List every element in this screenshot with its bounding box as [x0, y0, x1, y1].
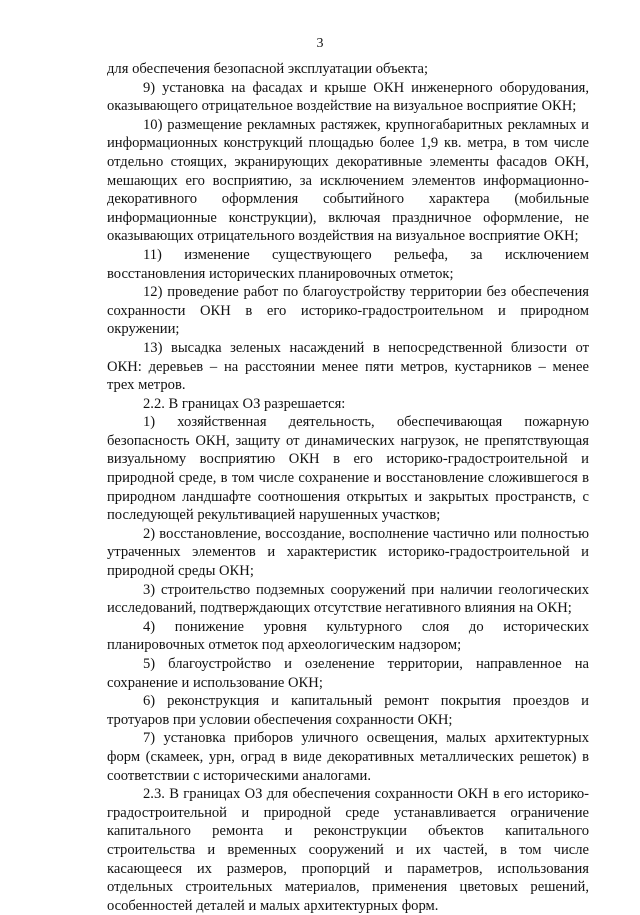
- paragraph-item-12: 12) проведение работ по благоустройству территории без обеспечения сохранности ОКН в его историко-градостроительном и природном окружении;: [107, 284, 589, 338]
- paragraph-continuation: для обеспечения безопасной эксплуатации объекта;: [107, 61, 429, 77]
- document-body: [107, 60, 589, 915]
- paragraph-allowed-4: 4) понижение уровня культурного слоя до исторических планировочных отметок под археологическим надзором;: [107, 618, 589, 654]
- paragraph-allowed-7: 7) установка приборов уличного освещения, малых архитектурных форм (скамеек, урн, оград в виде декоративных металлических решеток) в соответствии с историческими аналогами.: [107, 730, 589, 784]
- paragraph-allowed-6: 6) реконструкция и капитальный ремонт покрытия проездов и тротуаров при условии обеспечения сохранности ОКН;: [107, 693, 589, 728]
- paragraph-item-11: 11) изменение существующего рельефа, за исключением восстановления исторических планировочных отметок;: [107, 246, 589, 282]
- section-2-3: 2.3. В границах ОЗ для обеспечения сохранности ОКН в его историко-градостроительной и природной среде устанавливается ограничение капитального ремонта и реконструкции объектов капитального строительства и временных сооружений и их частей, в том числе касающееся их размеров, пропорций и параметров, использования отдельных строительных материалов, применения цветовых решений, особенностей деталей и малых архитектурных форм.: [107, 786, 589, 914]
- paragraph-item-13: 13) высадка зеленых насаждений в непосредственной близости от ОКН: деревьев – на расстоянии менее пяти метров, кустарников – менее трех метров.: [107, 339, 589, 394]
- paragraph-allowed-3: 3) строительство подземных сооружений при наличии геологических исследований, подтверждающих отсутствие негативного влияния на ОКН;: [107, 581, 589, 617]
- paragraph-allowed-5: 5) благоустройство и озеленение территории, направленное на сохранение и использование ОКН;: [107, 656, 589, 691]
- page-number: 3: [316, 36, 324, 51]
- paragraph-allowed-2: 2) восстановление, воссоздание, восполнение частично или полностью утраченных элементов и характеристик историко-градостроительной и природной среды ОКН;: [107, 525, 589, 580]
- paragraph-item-9: 9) установка на фасадах и крыше ОКН инженерного оборудования, оказывающего отрицательное воздействие на визуальное восприятие ОКН;: [107, 79, 589, 115]
- paragraph-item-10: 10) размещение рекламных растяжек, крупногабаритных рекламных и информационных конструкций площадью более 1,9 кв. метра, в том числе отдельно стоящих, экранирующих декоративные элементы фасадов ОКН, мешающих его восприятию, за исключением элементов информационно-декоративного оформления событийного характера (мобильные информационные конструкции), включая праздничное оформление, не оказывающих отрицательного воздействия на визуальное восприятие ОКН;: [107, 116, 589, 245]
- section-heading-2-2: 2.2. В границах ОЗ разрешается:: [143, 395, 346, 412]
- paragraph-allowed-1: 1) хозяйственная деятельность, обеспечивающая пожарную безопасность ОКН, защиту от динамических нагрузок, не препятствующая визуальному восприятию ОКН в его историко-градостроительной и природной среде, в том числе сохранение и восстановление сложившегося в природном ландшафте соотношения открытых и закрытых пространств, с последующей рекультивацией нарушенных участков;: [107, 414, 589, 524]
